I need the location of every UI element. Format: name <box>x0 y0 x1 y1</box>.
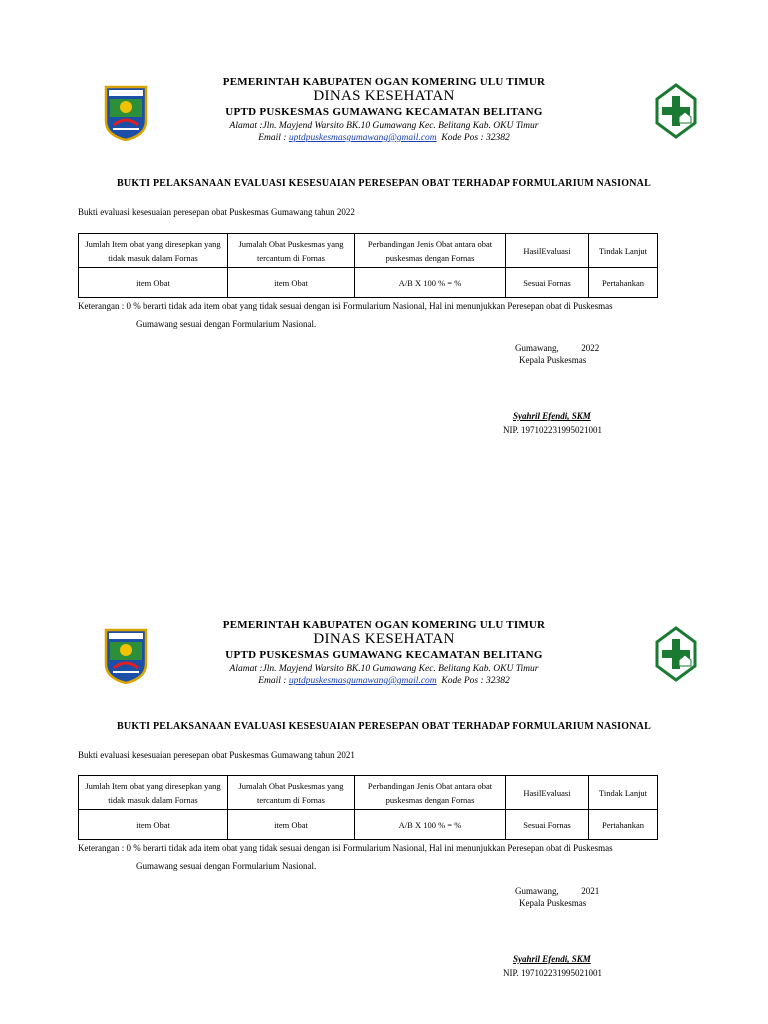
letterhead-contact: Email : uptdpuskesmasgumawang@gmail.com Kode Pos : 32382 <box>258 133 510 143</box>
table-cell: Sesuai Fornas <box>506 268 589 298</box>
sign-place-date: Gumawang, 2021 <box>515 886 600 896</box>
signer-title: Kepala Puskesmas <box>519 898 587 908</box>
table-header-cell: Jumlah Item obat yang diresepkan yang tidak masuk dalam Fornas <box>79 776 228 810</box>
table-cell: Sesuai Fornas <box>506 810 589 840</box>
table-cell: A/B X 100 % = % <box>355 268 506 298</box>
table-cell: Pertahankan <box>589 810 658 840</box>
table-cell: item Obat <box>79 810 228 840</box>
letterhead-address: Alamat :Jln. Mayjend Warsito BK.10 Gumawang Kec. Belitang Kab. OKU Timur <box>229 121 539 131</box>
table-cell: item Obat <box>228 810 355 840</box>
email-link[interactable]: uptdpuskesmasgumawang@gmail.com <box>288 133 437 143</box>
letterhead-department: DINAS KESEHATAN <box>313 631 455 647</box>
note-line-1: Keterangan : 0 % berarti tidak ada item obat yang tidak sesuai dengan isi Formularium Nasional, Hal ini menunjukkan Peresepan obat di Puskesmas <box>78 843 613 853</box>
table-header-cell: Jumalah Obat Puskesmas yang tercantum di Fornas <box>228 234 355 268</box>
table-row <box>79 268 658 298</box>
signer-nip: NIP. 197102231995021001 <box>503 968 603 978</box>
letterhead-government: PEMERINTAH KABUPATEN OGAN KOMERING ULU TIMUR <box>222 619 546 631</box>
letterhead-department: DINAS KESEHATAN <box>313 88 455 104</box>
letterhead-puskesmas: UPTD PUSKESMAS GUMAWANG KECAMATAN BELITANG <box>225 106 543 118</box>
document-title: BUKTI PELAKSANAAN EVALUASI KESESUAIAN PERESEPAN OBAT TERHADAP FORMULARIUM NASIONAL <box>117 178 651 189</box>
intro-text: Bukti evaluasi kesesuaian peresepan obat Puskesmas Gumawang tahun 2021 <box>78 750 355 760</box>
table-cell: A/B X 100 % = % <box>355 810 506 840</box>
document-title: BUKTI PELAKSANAAN EVALUASI KESESUAIAN PERESEPAN OBAT TERHADAP FORMULARIUM NASIONAL <box>117 721 651 732</box>
table-cell: Pertahankan <box>589 268 658 298</box>
intro-text: Bukti evaluasi kesesuaian peresepan obat Puskesmas Gumawang tahun 2022 <box>78 207 355 217</box>
table-cell: item Obat <box>79 268 228 298</box>
table-row <box>79 810 658 840</box>
letterhead-government: PEMERINTAH KABUPATEN OGAN KOMERING ULU TIMUR <box>222 76 546 88</box>
table-header-cell: Tindak Lanjut <box>589 234 658 268</box>
table-header-cell: Jumlah Item obat yang diresepkan yang tidak masuk dalam Fornas <box>79 234 228 268</box>
table-header-cell: Jumalah Obat Puskesmas yang tercantum di Fornas <box>228 776 355 810</box>
evaluation-table <box>78 233 658 298</box>
signer-title: Kepala Puskesmas <box>519 355 587 365</box>
letterhead-contact: Email : uptdpuskesmasgumawang@gmail.com Kode Pos : 32382 <box>258 676 510 686</box>
table-header-cell: Tindak Lanjut <box>589 776 658 810</box>
letterhead-address: Alamat :Jln. Mayjend Warsito BK.10 Gumawang Kec. Belitang Kab. OKU Timur <box>229 664 539 674</box>
table-header-cell: HasilEvaluasi <box>506 776 589 810</box>
report-section-2022 <box>0 0 768 470</box>
signer-nip: NIP. 197102231995021001 <box>503 425 603 435</box>
note-line-2: Gumawang sesuai dengan Formularium Nasional. <box>136 319 317 329</box>
note-line-2: Gumawang sesuai dengan Formularium Nasional. <box>136 861 317 871</box>
letterhead-puskesmas: UPTD PUSKESMAS GUMAWANG KECAMATAN BELITANG <box>225 649 543 661</box>
note-line-1: Keterangan : 0 % berarti tidak ada item obat yang tidak sesuai dengan isi Formularium Nasional, Hal ini menunjukkan Peresepan obat di Puskesmas <box>78 301 613 311</box>
sign-place-date: Gumawang, 2022 <box>515 343 600 353</box>
table-cell: item Obat <box>228 268 355 298</box>
report-section-2021 <box>0 543 768 1013</box>
evaluation-table <box>78 775 658 840</box>
email-link[interactable]: uptdpuskesmasgumawang@gmail.com <box>288 676 437 686</box>
table-header-cell: Perbandingan Jenis Obat antara obat puskesmas dengan Fornas <box>355 234 506 268</box>
signer-name: Syahril Efendi, SKM <box>513 411 591 421</box>
table-header-cell: HasilEvaluasi <box>506 234 589 268</box>
signer-name: Syahril Efendi, SKM <box>513 954 591 964</box>
table-header-cell: Perbandingan Jenis Obat antara obat puskesmas dengan Fornas <box>355 776 506 810</box>
